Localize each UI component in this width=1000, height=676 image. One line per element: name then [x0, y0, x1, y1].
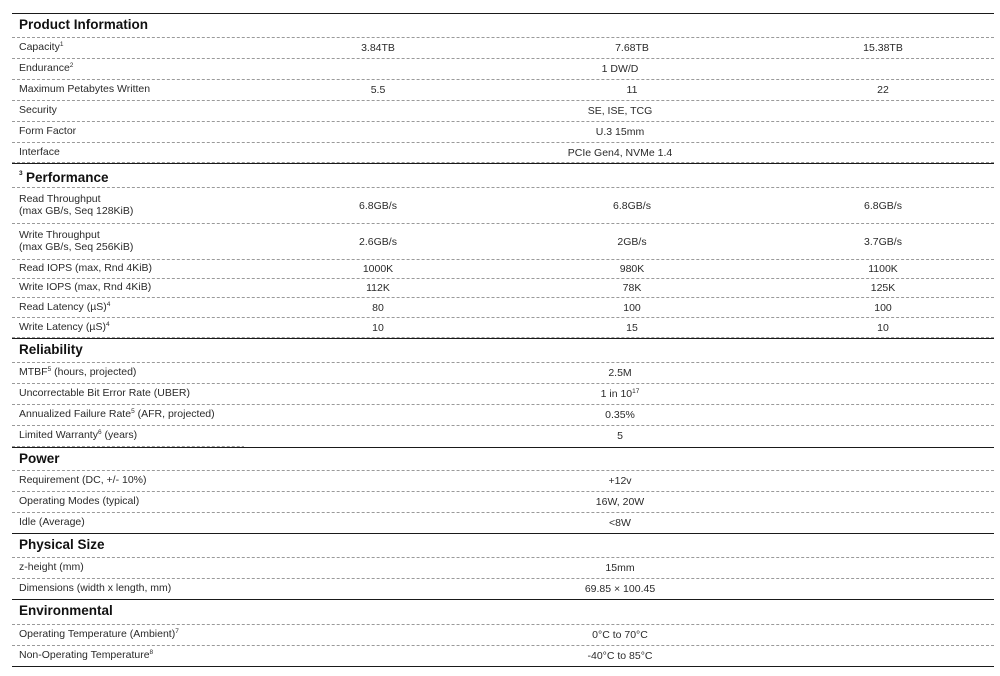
row-label: Operating Modes (typical)	[19, 495, 140, 508]
row-value: U.3 15mm	[595, 126, 645, 138]
row-value: -40°C to 85°C	[587, 650, 653, 662]
row-read-latency	[12, 298, 994, 318]
row-capacity	[12, 38, 994, 59]
row-label: Form Factor	[19, 125, 77, 138]
row-label: Write IOPS (max, Rnd 4KiB)	[19, 281, 152, 294]
row-operating-temperature	[12, 625, 994, 646]
row-label: Capacity$^1$	[19, 41, 64, 54]
row-value: <8W	[609, 517, 631, 529]
row-write-iops	[12, 279, 994, 298]
section-physical-size	[12, 534, 994, 558]
row-idle	[12, 513, 994, 534]
row-value-1: 1000K	[362, 263, 394, 275]
section-title: Performance $^3$	[19, 170, 109, 185]
row-z-height	[12, 558, 994, 579]
value-7-68tb-col: 7.68TB	[615, 42, 649, 54]
row-read-iops	[12, 260, 994, 279]
row-value-1: 80	[372, 301, 384, 314]
section-product-information	[12, 13, 994, 38]
row-dimensions	[12, 579, 994, 600]
row-label: Uncorrectable Bit Error Rate (UBER)	[19, 387, 190, 400]
section-title: Product Information	[19, 17, 148, 32]
row-value-1: 112K	[366, 282, 390, 294]
row-write-throughput	[12, 224, 994, 260]
row-value-1: 5.5	[370, 84, 386, 96]
value-15-38tb-col: 15.38TB	[863, 42, 903, 54]
value-3-84tb-col: 3.84TB	[361, 42, 395, 54]
row-value-1: 2.6GB/s	[359, 235, 397, 248]
row-value-3: 10	[877, 321, 889, 334]
rule-gap	[244, 445, 994, 447]
row-label: Read IOPS (max, Rnd 4KiB)	[19, 262, 153, 275]
row-operating-modes	[12, 492, 994, 513]
row-label: Security	[19, 104, 57, 117]
row-value-2: 980K	[619, 263, 645, 275]
row-value: 0.35%	[605, 409, 635, 421]
row-label: MTBF$^5$ (hours, projected)	[19, 366, 137, 379]
row-value-2: 2GB/s	[617, 235, 647, 248]
row-label: Dimensions (width x length, mm)	[19, 582, 172, 595]
section-environmental	[12, 600, 994, 625]
row-value-3: 125K	[870, 282, 896, 294]
row-write-latency	[12, 318, 994, 338]
row-mtbf	[12, 363, 994, 384]
row-value: 69.85 × 100.45	[584, 583, 656, 595]
section-title: Reliability	[19, 342, 83, 357]
row-value: 15mm	[605, 562, 635, 574]
row-label: Limited Warranty$^6$ (years)	[19, 429, 138, 442]
row-value: 1 DW/D	[601, 63, 639, 75]
row-value-3: 3.7GB/s	[864, 235, 902, 248]
row-value-1: 10	[372, 321, 384, 334]
section-performance	[12, 163, 994, 188]
row-label: Read Latency $(\mu S)^4$	[19, 300, 111, 313]
row-value: 2.5M	[608, 367, 632, 379]
row-form-factor	[12, 122, 994, 143]
row-label: z-height (mm)	[19, 561, 84, 574]
row-interface	[12, 143, 994, 163]
section-reliability	[12, 338, 994, 363]
section-title: Power	[19, 451, 60, 466]
row-value-1: 6.8GB/s	[359, 199, 397, 212]
row-security	[12, 101, 994, 122]
row-label: Interface	[19, 145, 60, 158]
row-value: 5	[617, 430, 623, 442]
row-endurance	[12, 59, 994, 80]
row-value-2: 15	[626, 321, 638, 334]
row-value: 0°C to 70°C	[592, 629, 648, 641]
row-value-3: 100	[874, 301, 892, 314]
row-value: 1 in $10^{17}$	[600, 388, 640, 400]
section-title: Physical Size	[19, 537, 105, 552]
row-value-3: 22	[877, 84, 889, 96]
row-value-2: 6.8GB/s	[613, 199, 651, 212]
row-label: Endurance$^2$	[19, 62, 74, 75]
row-limited-warranty	[12, 426, 994, 447]
row-value-2: 100	[623, 301, 641, 314]
row-value: PCIe Gen4, NVMe 1.4	[567, 146, 673, 159]
row-value-3: 1100K	[868, 263, 898, 275]
row-afr	[12, 405, 994, 426]
row-label: Idle (Average)	[19, 516, 85, 529]
row-label: Requirement (DC, +/- 10%)	[19, 474, 147, 487]
row-label: Operating Temperature (Ambient)$^7$	[19, 628, 179, 641]
row-uber	[12, 384, 994, 405]
row-label: Read Throughput (max GB/s, Seq 128KiB)	[19, 193, 134, 217]
row-read-throughput	[12, 188, 994, 224]
row-label: Annualized Failure Rate$^5$ (AFR, projected)	[19, 408, 215, 421]
row-value-2: 11	[626, 84, 638, 96]
row-value-3: 6.8GB/s	[864, 199, 902, 212]
row-label: Write Latency $(\mu S)^4$	[19, 320, 110, 333]
row-value: +12v	[608, 475, 632, 487]
section-title: Environmental	[19, 603, 113, 618]
row-value-2: 78K	[622, 282, 642, 294]
row-max-petabytes-written	[12, 80, 994, 101]
row-label: Write Throughput (max GB/s, Seq 256KiB)	[19, 229, 134, 253]
row-label: Non-Operating Temperature$^8$	[19, 649, 154, 662]
row-non-operating-temperature	[12, 646, 994, 667]
row-label: Maximum Petabytes Written	[19, 83, 151, 96]
row-power-requirement	[12, 471, 994, 492]
row-value: SE, ISE, TCG	[587, 105, 653, 117]
row-value: 16W, 20W	[595, 496, 645, 508]
section-power	[12, 447, 994, 471]
